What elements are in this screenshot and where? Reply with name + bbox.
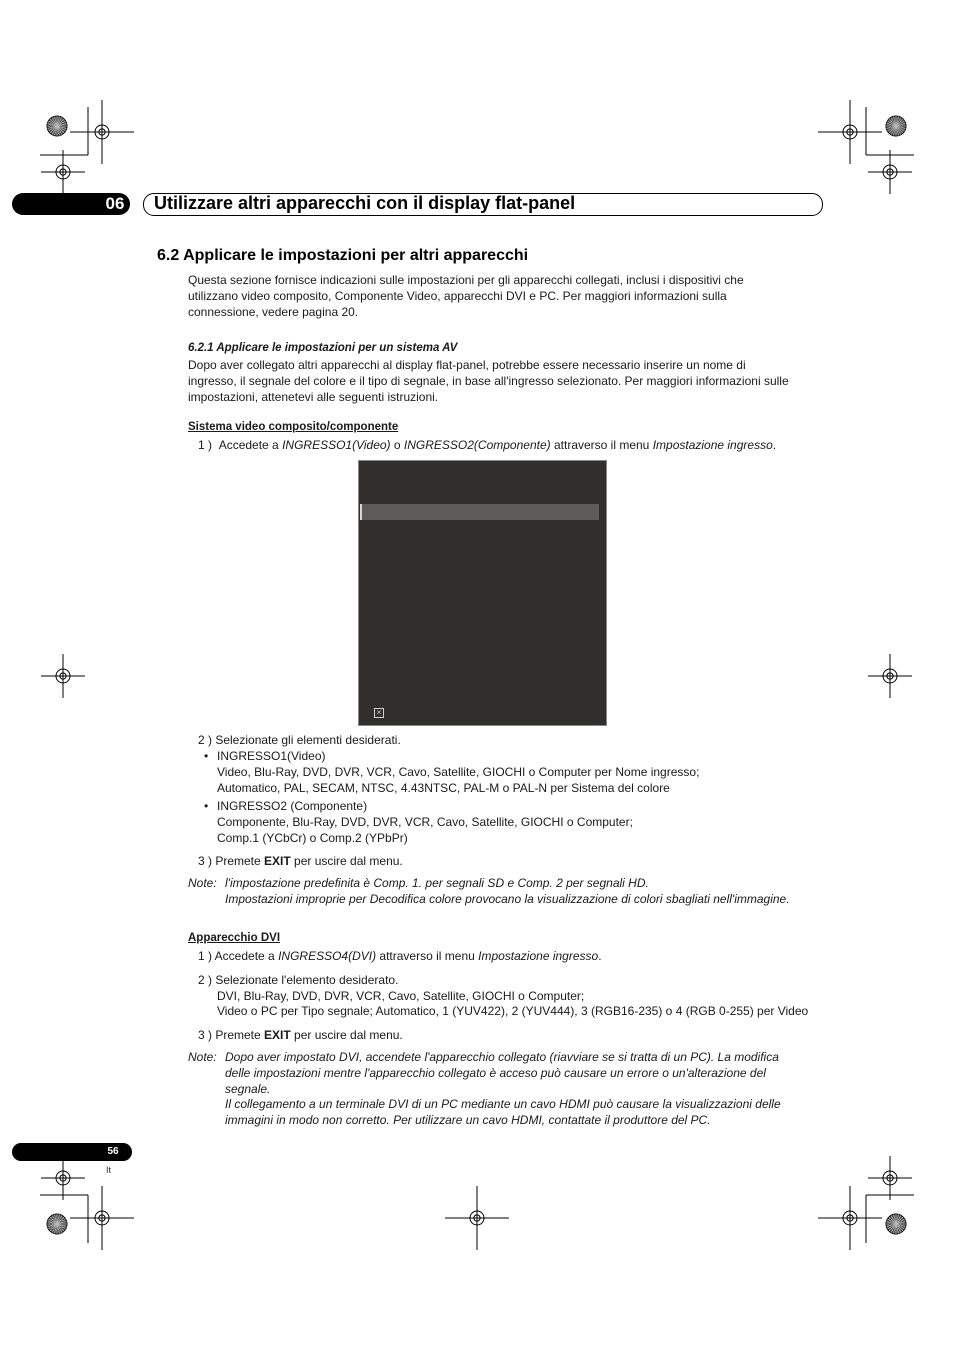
dvi-step-2-line-1: DVI, Blu-Ray, DVD, DVR, VCR, Cavo, Satellite, GIOCHI o Computer; <box>217 989 585 1003</box>
composite-step-3: 3 ) Premete EXIT per uscire dal menu. <box>198 854 403 868</box>
page-language: It <box>106 1165 112 1175</box>
dvi-note-line-5: immagini in modo non corretto. Per utilizzare un cavo HDMI, contattate il produttore del PC. <box>225 1113 711 1127</box>
registration-mark-icon <box>868 654 912 698</box>
composite-note-line-1: l'impostazione predefinita è Comp. 1. per segnali SD e Comp. 2 per segnali HD. <box>225 876 649 890</box>
section-intro-line-2: utilizzano video composito, Componente Video, apparecchi DVI e PC. Per maggiori informazioni sulla <box>188 289 727 303</box>
close-icon: × <box>374 708 384 718</box>
chapter-number: 06 <box>105 194 125 213</box>
chapter-title: Utilizzare altri apparecchi con il display flat-panel <box>154 193 576 213</box>
dvi-step-3: 3 ) Premete EXIT per uscire dal menu. <box>198 1028 403 1042</box>
section-title: 6.2 Applicare le impostazioni per altri apparecchi <box>157 247 529 264</box>
bullet-1-title: INGRESSO1(Video) <box>217 749 326 763</box>
registration-mark-icon <box>41 654 85 698</box>
bullet-dot: • <box>204 749 209 763</box>
registration-mark-icon <box>818 100 882 164</box>
bullet-2-line-2: Comp.1 (YCbCr) o Comp.2 (YPbPr) <box>217 831 408 845</box>
registration-mark-icon <box>445 1186 509 1250</box>
bullet-dot: • <box>204 799 209 813</box>
bullet-1-line-1: Video, Blu-Ray, DVD, DVR, VCR, Cavo, Satellite, GIOCHI o Computer per Nome ingresso; <box>217 765 700 779</box>
dvi-heading: Apparecchio DVI <box>188 932 281 944</box>
bullet-1-line-2: Automatico, PAL, SECAM, NTSC, 4.43NTSC, PAL-M o PAL-N per Sistema del colore <box>217 781 670 795</box>
dvi-step-2: 2 ) Selezionate l'elemento desiderato. <box>198 973 399 987</box>
dvi-note-line-2: delle impostazioni mentre l'apparecchio collegato è acceso può causare un errore o un'alterazione del <box>225 1066 766 1080</box>
menu-cursor <box>360 504 362 520</box>
registration-mark-icon <box>70 1186 134 1250</box>
subsection-body-line-3: impostazioni, attenetevi alle seguenti istruzioni. <box>188 390 439 404</box>
dvi-note-line-3: segnale. <box>225 1082 271 1096</box>
registration-mark-icon <box>41 150 85 194</box>
registration-mark-icon <box>818 1186 882 1250</box>
page-number: 56 <box>107 1146 119 1157</box>
dvi-note-line-4: Il collegamento a un terminale DVI di un PC mediante un cavo HDMI può causare la visualizzazioni delle <box>225 1097 781 1111</box>
composite-step-1: 1 ) Accedete a INGRESSO1(Video) o INGRESSO2(Componente) attraverso il menu Impostazione ingresso. <box>198 438 777 452</box>
section-intro-line-3: connessione, vedere pagina 20. <box>188 305 359 319</box>
registration-mark-icon <box>41 1156 85 1200</box>
menu-highlight-bar <box>361 504 599 520</box>
dvi-step-2-line-2: Video o PC per Tipo segnale; Automatico, 1 (YUV422), 2 (YUV444), 3 (RGB16-235) o 4 (RGB 0-255) per Video <box>217 1004 809 1018</box>
registration-mark-icon <box>868 150 912 194</box>
bullet-2-title: INGRESSO2 (Componente) <box>217 799 368 813</box>
dvi-note-label: Note: <box>188 1050 217 1064</box>
menu-screen-illustration <box>358 460 607 726</box>
subsection-body-line-2: ingresso, il segnale del colore e il tipo di segnale, in base all'ingresso selezionato. Per maggiori informazioni sulle <box>188 374 789 388</box>
subsection-title: 6.2.1 Applicare le impostazioni per un sistema AV <box>188 342 458 354</box>
registration-mark-icon <box>868 1156 912 1200</box>
dvi-step-1: 1 ) Accedete a INGRESSO4(DVI) attraverso il menu Impostazione ingresso. <box>198 949 602 963</box>
composite-step-2: 2 ) Selezionate gli elementi desiderati. <box>198 733 401 747</box>
composite-heading: Sistema video composito/componente <box>188 421 399 433</box>
composite-note-label: Note: <box>188 876 217 890</box>
registration-mark-icon <box>70 100 134 164</box>
subsection-body-line-1: Dopo aver collegato altri apparecchi al display flat-panel, potrebbe essere necessario inserire un nome di <box>188 358 746 372</box>
bullet-2-line-1: Componente, Blu-Ray, DVD, DVR, VCR, Cavo, Satellite, GIOCHI o Computer; <box>217 815 633 829</box>
section-intro-line-1: Questa sezione fornisce indicazioni sulle impostazioni per gli apparecchi collegati, inclusi i dispositivi che <box>188 273 744 287</box>
dvi-note-line-1: Dopo aver impostato DVI, accendete l'apparecchio collegato (riavviare se si tratta di un PC). La modifica <box>225 1050 779 1064</box>
composite-note-line-2: Impostazioni improprie per Decodifica colore provocano la visualizzazione di colori sbagliati nell'immagine. <box>225 892 790 906</box>
